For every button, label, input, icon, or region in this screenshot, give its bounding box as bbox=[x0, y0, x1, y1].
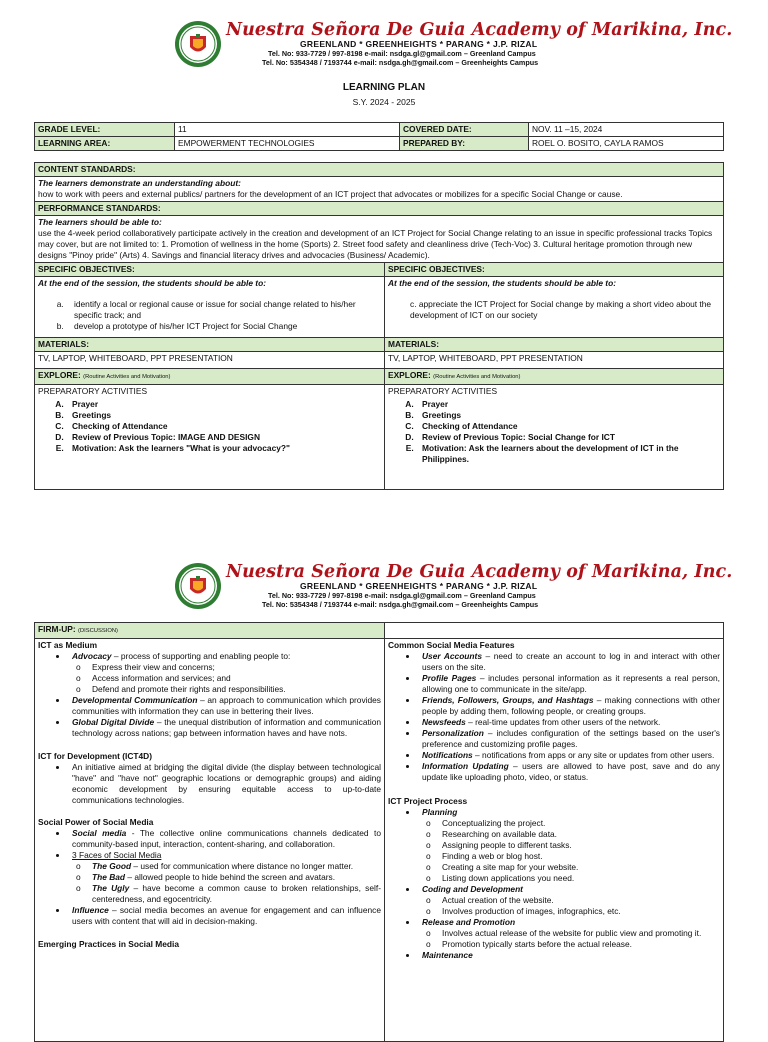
list-item: o Creating a site map for your website. bbox=[442, 862, 720, 873]
greenland-contact: Tel. No: 933-7729 / 997-8198 e-mail: nsdga.gl@gmail.com – Greenland Campus bbox=[268, 591, 536, 600]
release-term: Release and Promotion bbox=[422, 917, 516, 927]
maintenance-term: Maintenance bbox=[422, 950, 473, 960]
greenheights-contact: Tel. No: 5354348 / 7193744 e-mail: nsdga.gh@gmail.com – Greenheights Campus bbox=[262, 58, 539, 67]
prepared-by-label: PREPARED BY: bbox=[400, 137, 529, 151]
covered-date-label: COVERED DATE: bbox=[400, 123, 529, 137]
ugly-term: The Ugly bbox=[92, 883, 130, 893]
firm-up-left-cell bbox=[35, 639, 385, 1042]
greenland-contact: Tel. No: 933-7729 / 997-8198 e-mail: nsdga.gl@gmail.com – Greenland Campus bbox=[268, 49, 536, 58]
objectives-label-right: SPECIFIC OBJECTIVES: bbox=[385, 263, 724, 277]
list-item: o Researching on available data. bbox=[442, 829, 720, 840]
features-title: Common Social Media Features bbox=[388, 640, 515, 650]
feature-def: – notifications from apps or any site or updates from other users. bbox=[472, 750, 715, 760]
list-item: o Promotion typically starts before the actual release. bbox=[442, 939, 720, 950]
explore-note-left: (Routine Activities and Motivation) bbox=[83, 374, 171, 380]
performance-standards-cell bbox=[35, 216, 724, 263]
prep-item: A. Prayer bbox=[66, 399, 381, 410]
list-item: o Listing down applications you need. bbox=[442, 873, 720, 884]
objective-b: b. develop a prototype of his/her ICT Project for Social Change bbox=[66, 321, 381, 332]
divide-term: Global Digital Divide bbox=[72, 717, 155, 727]
advocacy-term: Advocacy bbox=[72, 651, 112, 661]
firm-up-table bbox=[34, 622, 724, 1042]
ugly-def: – have become a common cause to broken relationships, self-centeredness, and egocentricity. bbox=[92, 883, 381, 904]
firm-up-label-text: FIRM-UP: bbox=[38, 624, 76, 634]
good-term: The Good bbox=[92, 861, 132, 871]
social-power-title: Social Power of Social Media bbox=[38, 817, 154, 827]
coding-sublist bbox=[422, 895, 720, 917]
learning-area-label: LEARNING AREA: bbox=[35, 137, 175, 151]
prep-item: C. Checking of Attendance bbox=[66, 421, 381, 432]
list-item: o Assigning people to different tasks. bbox=[442, 840, 720, 851]
feature-term: Personalization bbox=[422, 728, 484, 738]
objectives-list-left bbox=[38, 299, 381, 332]
explore-label-right bbox=[385, 369, 724, 385]
objectives-lead-right: At the end of the session, the students should be able to: bbox=[388, 278, 617, 288]
list-item bbox=[418, 750, 720, 761]
list-item bbox=[68, 905, 381, 927]
feature-def: – includes personal information as it represents a real person, allowing one to communicate in the site/app. bbox=[422, 673, 720, 694]
influence-def: – social media becomes an avenue for engagement and can influence users with content that will aid in decision-making. bbox=[72, 905, 381, 926]
list-item: • An initiative aimed at bridging the digital divide (the display between technological "have" and "have not" geographic locations or demographic groups) and aiding economic development by ensuring equitable access to up-to-date communications technologies. bbox=[68, 762, 381, 806]
greenheights-contact: Tel. No: 5354348 / 7193744 e-mail: nsdga.gh@gmail.com – Greenheights Campus bbox=[262, 600, 539, 609]
info-table bbox=[34, 122, 724, 151]
prepared-by-value: ROEL O. BOSITO, CAYLA RAMOS bbox=[529, 137, 724, 151]
bad-def: – allowed people to hide behind the screen and avatars. bbox=[125, 872, 336, 882]
list-item bbox=[418, 950, 720, 961]
list-item bbox=[418, 695, 720, 717]
list-item: o Involves actual release of the website for public view and promoting it. bbox=[442, 928, 720, 939]
firm-up-note: (DISCUSSION) bbox=[78, 628, 118, 634]
process-list bbox=[388, 807, 720, 961]
list-item: o Conceptualizing the project. bbox=[442, 818, 720, 829]
feature-term: Friends, Followers, Groups, and Hashtags bbox=[422, 695, 594, 705]
school-seal-icon bbox=[174, 20, 222, 68]
materials-label-right: MATERIALS: bbox=[385, 338, 724, 352]
prep-item: D. Review of Previous Topic: IMAGE AND DESIGN bbox=[66, 432, 381, 443]
features-list bbox=[388, 651, 720, 783]
list-item bbox=[418, 717, 720, 728]
ict-medium-list bbox=[38, 651, 381, 739]
explore-label-text-left: EXPLORE: bbox=[38, 370, 81, 380]
coding-term: Coding and Development bbox=[422, 884, 523, 894]
objective-c: c. appreciate the ICT Project for Social change by making a short video about the development of ICT on our society bbox=[410, 299, 712, 320]
list-item bbox=[68, 828, 381, 850]
release-sublist bbox=[422, 928, 720, 950]
emerging-title: Emerging Practices in Social Media bbox=[38, 939, 180, 949]
preparatory-heading-left: PREPARATORY ACTIVITIES bbox=[38, 386, 148, 396]
social-media-term: Social media bbox=[72, 828, 127, 838]
list-item bbox=[418, 761, 720, 783]
feature-term: Profile Pages bbox=[422, 673, 477, 683]
materials-value-left: TV, LAPTOP, WHITEBOARD, PPT PRESENTATION bbox=[35, 352, 385, 369]
feature-term: User Accounts bbox=[422, 651, 482, 661]
covered-date-value: NOV. 11 –15, 2024 bbox=[529, 123, 724, 137]
social-media-def: - The collective online communications channels dedicated to community-based input, interaction, content-sharing, and collaboration. bbox=[72, 828, 381, 849]
process-title: ICT Project Process bbox=[388, 796, 468, 806]
list-item bbox=[92, 883, 381, 905]
page1-header bbox=[0, 14, 768, 86]
feature-def: – making connections with other people by adding them, following people, or creating groups. bbox=[422, 695, 720, 716]
list-item: o Express their view and concerns; bbox=[92, 662, 381, 673]
list-item bbox=[68, 695, 381, 717]
prep-item: A. Prayer bbox=[416, 399, 720, 410]
list-item: o Involves production of images, infographics, etc. bbox=[442, 906, 720, 917]
learning-area-value: EMPOWERMENT TECHNOLOGIES bbox=[175, 137, 400, 151]
prep-item: D. Review of Previous Topic: Social Change for ICT bbox=[416, 432, 720, 443]
list-item bbox=[92, 872, 381, 883]
prep-item: E. Motivation: Ask the learners "What is your advocacy?" bbox=[66, 443, 381, 454]
grade-level-label: GRADE LEVEL: bbox=[35, 123, 175, 137]
feature-term: Newsfeeds bbox=[422, 717, 466, 727]
performance-standards-lead: The learners should be able to: bbox=[38, 217, 162, 227]
list-item: o Finding a web or blog host. bbox=[442, 851, 720, 862]
plan-table bbox=[34, 162, 724, 490]
ict4d-list bbox=[38, 762, 381, 806]
list-item: o Access information and services; and bbox=[92, 673, 381, 684]
preparatory-list-right bbox=[388, 399, 720, 465]
social-power-list bbox=[38, 828, 381, 927]
explore-left-cell bbox=[35, 385, 385, 490]
divide-def: – the unequal distribution of information and communication technology across nations; gap between information haves and have nots. bbox=[72, 717, 382, 738]
bad-term: The Bad bbox=[92, 872, 126, 882]
firm-up-empty bbox=[385, 623, 724, 639]
objectives-left-cell bbox=[35, 277, 385, 338]
learning-plan-title: LEARNING PLAN bbox=[342, 82, 426, 93]
advocacy-def: – process of supporting and enabling people to: bbox=[111, 651, 291, 661]
materials-value-right: TV, LAPTOP, WHITEBOARD, PPT PRESENTATION bbox=[385, 352, 724, 369]
preparatory-heading-right: PREPARATORY ACTIVITIES bbox=[388, 386, 498, 396]
school-address: GREENLAND * GREENHEIGHTS * PARANG * J.P. RIZAL bbox=[300, 581, 538, 591]
school-name: Nuestra Señora De Guia Academy of Marikina, Inc. bbox=[226, 562, 733, 582]
explore-label-text-right: EXPLORE: bbox=[388, 370, 431, 380]
content-standards-lead: The learners demonstrate an understanding about: bbox=[38, 178, 241, 188]
school-name: Nuestra Señora De Guia Academy of Marikina, Inc. bbox=[226, 20, 733, 40]
list-item bbox=[68, 651, 381, 695]
objectives-label-left: SPECIFIC OBJECTIVES: bbox=[35, 263, 385, 277]
feature-def: – includes configuration of the settings based on the user's preference and customizing profile pages. bbox=[422, 728, 720, 749]
list-item bbox=[418, 917, 720, 950]
list-item bbox=[68, 850, 381, 905]
prep-item: B. Greetings bbox=[416, 410, 720, 421]
prep-item: C. Checking of Attendance bbox=[416, 421, 720, 432]
ict4d-title: ICT for Development (ICT4D) bbox=[38, 751, 152, 761]
grade-level-value: 11 bbox=[175, 123, 400, 137]
feature-def: – need to create an account to log in and interact with other users on the site. bbox=[422, 651, 721, 672]
list-item bbox=[418, 728, 720, 750]
planning-sublist bbox=[422, 818, 720, 884]
advocacy-sublist bbox=[72, 662, 381, 695]
prep-item: B. Greetings bbox=[66, 410, 381, 421]
explore-note-right: (Routine Activities and Motivation) bbox=[433, 374, 521, 380]
materials-label-left: MATERIALS: bbox=[35, 338, 385, 352]
list-item bbox=[418, 807, 720, 884]
list-item bbox=[418, 673, 720, 695]
performance-standards-text: use the 4-week period collaboratively participate actively in the creation and development of an ICT Project for Social Change relating to an issue in specific professional tracks Topics may cover, but are not limited to: 1. Promotion of wellness in the home (Sports) 2. Street food safety and cleanliness drive (Tech-Voc) 3. Cultural heritage promotion through new designs "Pinoy pride" (Arts) 4. Savings and financial literacy drives and advocacies (Business/ Academic). bbox=[38, 228, 713, 260]
school-year: S.Y. 2024 - 2025 bbox=[352, 97, 416, 107]
list-item: o Actual creation of the website. bbox=[442, 895, 720, 906]
list-item bbox=[92, 861, 381, 872]
content-standards-label: CONTENT STANDARDS: bbox=[35, 163, 724, 177]
list-item bbox=[418, 651, 720, 673]
objectives-right-cell bbox=[385, 277, 724, 338]
objective-a: a. identify a local or regional cause or issue for social change related to his/her specific track; and bbox=[66, 299, 381, 321]
good-def: – used for communication where distance no longer matter. bbox=[131, 861, 354, 871]
content-standards-text: how to work with peers and external publics/ partners for the development of an ICT project that advocates or mobilizes for a specific Social Change or cause. bbox=[38, 189, 623, 199]
page2-header bbox=[0, 556, 768, 628]
faces-sublist bbox=[72, 861, 381, 905]
performance-standards-label: PERFORMANCE STANDARDS: bbox=[35, 202, 724, 216]
feature-term: Information Updating bbox=[422, 761, 509, 771]
school-address: GREENLAND * GREENHEIGHTS * PARANG * J.P. RIZAL bbox=[300, 39, 538, 49]
explore-label-left bbox=[35, 369, 385, 385]
preparatory-list-left bbox=[38, 399, 381, 454]
firm-up-label bbox=[35, 623, 385, 639]
faces-title: 3 Faces of Social Media bbox=[72, 850, 162, 860]
influence-term: Influence bbox=[72, 905, 109, 915]
ict-medium-title: ICT as Medium bbox=[38, 640, 98, 650]
firm-up-right-cell bbox=[385, 639, 724, 1042]
list-item bbox=[418, 884, 720, 917]
planning-term: Planning bbox=[422, 807, 458, 817]
list-item bbox=[68, 717, 381, 739]
feature-term: Notifications bbox=[422, 750, 473, 760]
prep-item: E. Motivation: Ask the learners about the development of ICT in the Philippines. bbox=[416, 443, 720, 465]
list-item: o Defend and promote their rights and responsibilities. bbox=[92, 684, 381, 695]
feature-def: – users are allowed to have post, save and do any update like uploading photo, video, or status. bbox=[422, 761, 720, 782]
objectives-lead-left: At the end of the session, the students should be able to: bbox=[38, 278, 267, 288]
explore-right-cell bbox=[385, 385, 724, 490]
school-seal-icon bbox=[174, 562, 222, 610]
devcom-term: Developmental Communication bbox=[72, 695, 198, 705]
content-standards-cell bbox=[35, 177, 724, 202]
feature-def: – real-time updates from other users of the network. bbox=[465, 717, 661, 727]
devcom-def: – an approach to communication which provides communities with information they can use in bettering their lives. bbox=[72, 695, 381, 716]
